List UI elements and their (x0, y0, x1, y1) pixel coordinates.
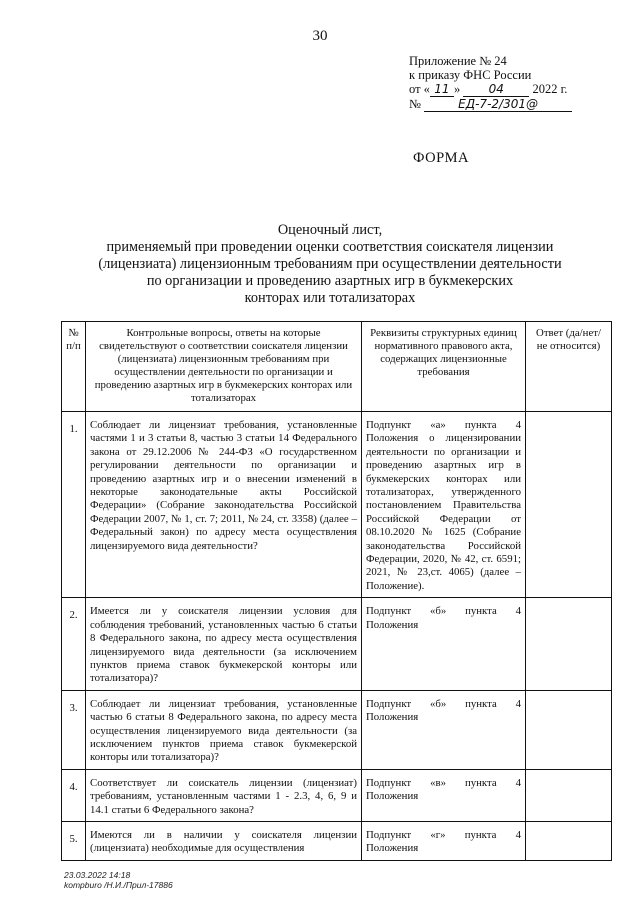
footer-timestamp: 23.03.2022 14:18 (64, 870, 131, 880)
title-line-4: по организации и проведению азартных игр в букмекерских (146, 273, 514, 289)
row-number: 2. (62, 598, 86, 690)
table-row (62, 821, 612, 860)
row-question: Соответствует ли соискатель лицензии (лицензиат) требованиям, установленным частями 1 - 2.3, 4, 6, 9 и 14.1 статьи 6 Федерального закона? (86, 769, 362, 821)
appendix-line-2: к приказу ФНС России (409, 68, 532, 82)
row-answer-cell[interactable] (526, 769, 612, 821)
date-month: 04 (463, 83, 529, 97)
evaluation-table (61, 321, 612, 861)
date-day: 11 (430, 83, 454, 97)
table-row (62, 690, 612, 769)
row-question: Имеется ли у соискателя лицензии условия для соблюдения требований, установленных частью 6 статьи 8 Федерального закона, по адресу места осуществления лицензируемого вида деятельности (за исключением пунктов приема ставок букмекерской конторы или тотализатора)? (86, 598, 362, 690)
row-requisites: Подпункт «в» пункта 4 Положения (362, 769, 526, 821)
date-mid: » (453, 82, 461, 96)
row-requisites: Подпункт «б» пункта 4 Положения (362, 598, 526, 690)
appendix-date (409, 82, 599, 97)
appendix-block (409, 54, 599, 112)
title-line-2: применяемый при проведении оценки соответствия соискателя лицензии (106, 239, 554, 255)
title-line-3: (лицензиата) лицензионным требованиям при осуществлении деятельности (98, 256, 562, 272)
header-question: Контрольные вопросы, ответы на которые свидетельствуют о соответствии соискателя лицензии (лицензиата) лицензионным требованиям при осуществлении деятельности по организации и проведению азартных игр в букмекерских конторах или тотализаторах (86, 322, 362, 412)
form-label: ФОРМА (413, 150, 470, 166)
row-requisites: Подпункт «г» пункта 4 Положения (362, 821, 526, 860)
row-question: Имеются ли в наличии у соискателя лицензии (лицензиата) необходимые для осуществления (86, 821, 362, 860)
table-row (62, 769, 612, 821)
appendix-number (409, 97, 599, 112)
table-row (62, 412, 612, 598)
row-answer-cell[interactable] (526, 412, 612, 598)
page-number: 30 (312, 28, 328, 44)
table-header-row (62, 322, 612, 412)
row-number: 4. (62, 769, 86, 821)
number-prefix: № (409, 97, 421, 111)
row-number: 5. (62, 821, 86, 860)
date-prefix: от « (409, 82, 430, 96)
table-row (62, 598, 612, 690)
row-number: 1. (62, 412, 86, 598)
row-answer-cell[interactable] (526, 821, 612, 860)
row-answer-cell[interactable] (526, 690, 612, 769)
header-number: № п/п (62, 322, 86, 412)
row-requisites: Подпункт «а» пункта 4 Положения о лицензировании деятельности по организации и проведению азартных игр в букмекерских конторах или тотализаторах, утвержденного постановлением Правительства Российской Федерации от 08.10.2020 № 1625 (Собрание законодательства Российской Федерации, 2020, № 42, ст. 6591; 2021, № 23,ст. 4065) (далее – Положение). (362, 412, 526, 598)
header-requisites: Реквизиты структурных единиц нормативного правового акта, содержащих лицензионные требования (362, 322, 526, 412)
document-title (70, 222, 590, 307)
footer-file-reference: kompburo /Н.И./Прил-17886 (64, 880, 173, 890)
row-number: 3. (62, 690, 86, 769)
title-line-5: конторах или тотализаторах (244, 290, 416, 306)
row-question: Соблюдает ли лицензиат требования, установленные частью 6 статьи 8 Федерального закона, по адресу места осуществления лицензируемого вида деятельности (за исключением пунктов приема ставок букмекерской конторы или тотализатора)? (86, 690, 362, 769)
row-answer-cell[interactable] (526, 598, 612, 690)
appendix-line-1: Приложение № 24 (409, 54, 507, 68)
header-answer: Ответ (да/нет/ не относится) (526, 322, 612, 412)
row-requisites: Подпункт «б» пункта 4 Положения (362, 690, 526, 769)
title-line-1: Оценочный лист, (277, 222, 383, 238)
footer-stamp (64, 870, 173, 890)
number-value: ЕД-7-2/301@ (424, 98, 572, 112)
row-question: Соблюдает ли лицензиат требования, установленные частями 1 и 3 статьи 8, частью 3 статьи 14 Федерального закона от 29.12.2006 № 244-ФЗ «О государственном регулировании деятельности по организации и проведению азартных игр и о внесении изменений в некоторые законодательные акты Российской Федерации» (Собрание законодательства Российской Федерации 2007, № 1, ст. 7; 2011, № 24, ст. 3358) (далее – Федеральный закон) по адресу места осуществления лицензируемого вида деятельности? (86, 412, 362, 598)
date-year: 2022 г. (532, 82, 568, 96)
